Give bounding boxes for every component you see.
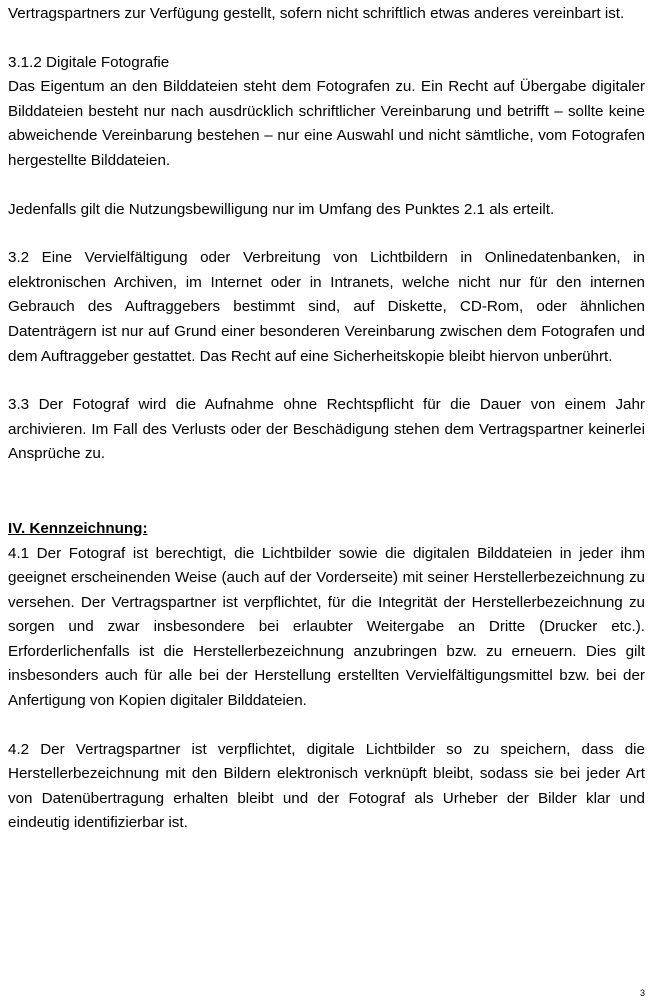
usage-permission-paragraph: Jedenfalls gilt die Nutzungsbewilligung nur im Umfang des Punktes 2.1 als erteilt. [8,200,555,218]
paragraph-continuation: Vertragspartners zur Verfügung gestellt, sofern nicht schriftlich etwas anderes vereinbart ist. [8,5,625,22]
section-3-3-paragraph: 3.3 Der Fotograf wird die Aufnahme ohne Rechtspflicht für die Dauer von einem Jahr archivieren. Im Fall des Verlusts oder der Beschädigung stehen dem Vertragspartner keinerlei Ansprüche zu. [8,396,645,463]
document-body [8,2,645,836]
section-iv-heading: IV. Kennzeichnung: [8,519,148,537]
section-3-1-2-text: Das Eigentum an den Bilddateien steht dem Fotografen zu. Ein Recht auf Übergabe digitaler Bilddateien besteht nur nach ausdrücklich schriftlicher Vereinbarung und betrifft – sollte keine abweichende Vereinbarung bestehen – nur eine Auswahl und nicht sämtliche, vom Fotografen hergestellte Bilddateien. [8,78,645,169]
section-4-2-paragraph: 4.2 Der Vertragspartner ist verpflichtet, digitale Lichtbilder so zu speichern, dass die Herstellerbezeichnung mit den Bildern elektronisch verknüpft bleibt, sodass sie bei jeder Art von Datenübertragung erhalten bleibt und der Fotograf als Urheber der Bilder klar und eindeutig identifizierbar ist. [8,740,645,832]
section-3-2-paragraph: 3.2 Eine Vervielfältigung oder Verbreitung von Lichtbildern in Onlinedatenbanken, in elektronischen Archiven, im Internet oder in Intranets, welche nicht nur für den internen Gebrauch des Auftraggebers bestimmt sind, auf Diskette, CD-Rom, oder ähnlichen Datenträgern ist nur auf Grund einer besonderen Vereinbarung zwischen dem Fotografen und dem Auftraggeber gestattet. Das Recht auf eine Sicherheitskopie bleibt hiervon unberührt. [8,249,645,365]
page-number: 3 [639,988,645,998]
section-4-1-paragraph: 4.1 Der Fotograf ist berechtigt, die Lichtbilder sowie die digitalen Bilddateien in jeder ihm geeignet erscheinenden Weise (auch auf der Vorderseite) mit seiner Herstellerbezeichnung zu versehen. Der Vertragspartner ist verpflichtet, für die Integrität der Herstellerbezeichnung zu sorgen und zwar insbesondere bei erlaubter Weitergabe an Dritte (Drucker etc.). Erforderlichenfalls ist die Herstellerbezeichnung anzubringen bzw. zu erneuern. Dies gilt insbesonders auch für alle bei der Herstellung erstellten Vervielfältigungsmittel bzw. bei der Anfertigung von Kopien digitaler Bilddateien. [8,544,645,710]
section-3-1-2-title: 3.1.2 Digitale Fotografie [8,53,170,71]
